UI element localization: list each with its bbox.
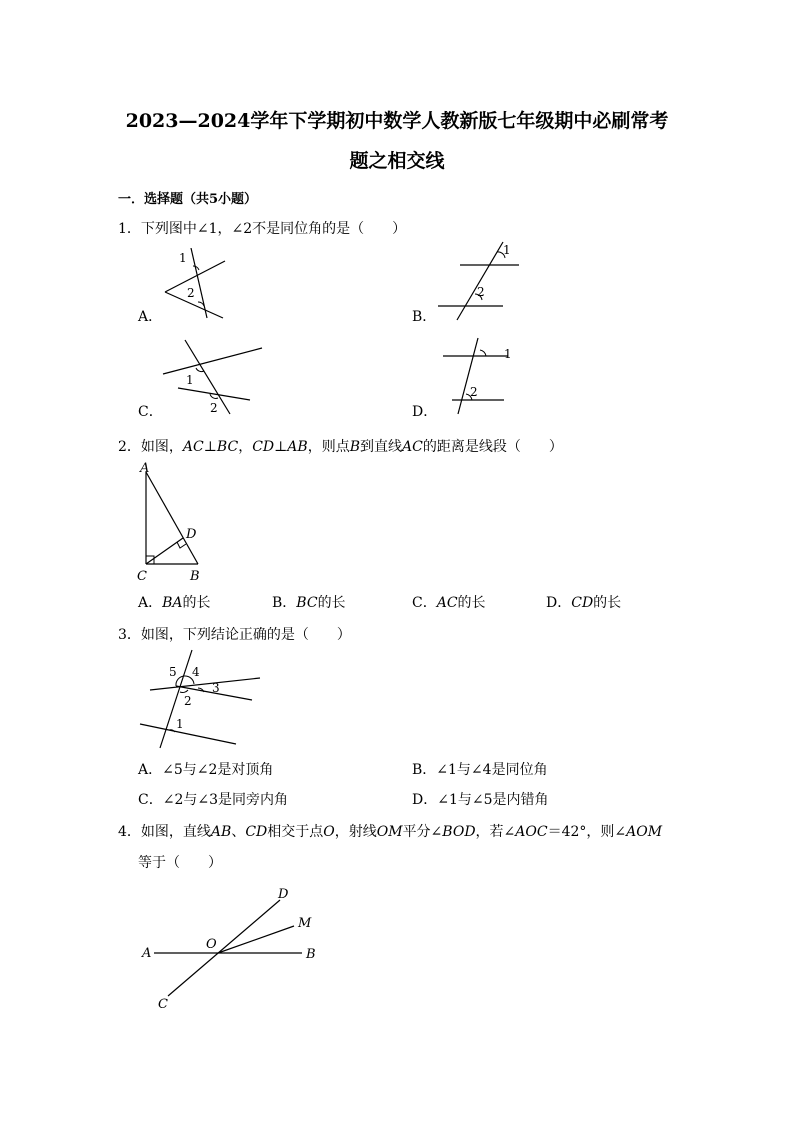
q2-option-c-pre: C． xyxy=(412,595,437,611)
q2-option-d-post: 的长 xyxy=(593,595,622,611)
q2-option-a-pre: A． xyxy=(138,595,163,611)
q2-option-c-post: 的长 xyxy=(457,595,486,611)
q4-label-m: M xyxy=(298,916,312,931)
q3-figure xyxy=(136,648,268,752)
q4-mid5: ＝42°，则∠ xyxy=(547,824,627,840)
q2-option-a-post: 的长 xyxy=(182,595,211,611)
q1-figure-c xyxy=(160,338,268,418)
q2-figure xyxy=(134,458,214,586)
page-title-line2: 题之相交线 xyxy=(349,150,445,172)
q4-label-d: D xyxy=(278,887,289,902)
q3-label-1: 1 xyxy=(176,717,184,731)
q2-stem-cd: CD xyxy=(252,439,275,455)
q1-option-c[interactable]: C． xyxy=(138,404,163,420)
q1d-label-2: 2 xyxy=(470,385,478,399)
q2-option-d-seg: CD xyxy=(571,595,594,611)
q3-label-2: 2 xyxy=(184,694,192,708)
q1c-label-1: 1 xyxy=(186,373,194,387)
q1a-label-1: 1 xyxy=(179,251,187,265)
q4-mid: 相交于点 xyxy=(267,824,324,840)
q4-o: O xyxy=(323,824,335,840)
q2-label-b: B xyxy=(190,569,200,584)
q1-stem: 1．下列图中∠1，∠2不是同位角的是（ ） xyxy=(118,221,407,237)
q4-om: OM xyxy=(376,824,403,840)
q2-option-b-post: 的长 xyxy=(317,595,346,611)
q4-figure xyxy=(136,884,326,1016)
q1-figure-a xyxy=(155,248,235,320)
q2-stem-post: 的距离是线段（ ） xyxy=(422,439,563,455)
q4-mid3: 平分∠ xyxy=(402,824,443,840)
q4-bod: BOD xyxy=(442,824,476,840)
q1b-label-1: 1 xyxy=(503,243,511,257)
q2-stem-mid: ，则点 xyxy=(307,439,350,455)
q3-stem: 3．如图，下列结论正确的是（ ） xyxy=(118,627,351,643)
q2-option-a[interactable] xyxy=(138,592,211,612)
q4-aoc: AOC xyxy=(515,824,548,840)
q1d-label-1: 1 xyxy=(504,347,512,361)
q2-stem-b: B xyxy=(349,439,360,455)
q3-option-a[interactable]: A．∠5与∠2是对顶角 xyxy=(138,762,274,778)
q1-option-d[interactable]: D． xyxy=(412,404,438,420)
q2-stem-pre: 2．如图， xyxy=(118,439,183,455)
q2-stem-ac: AC xyxy=(182,439,204,455)
q4-label-c: C xyxy=(158,997,168,1012)
q1-figure-d xyxy=(440,336,520,416)
q2-label-c: C xyxy=(137,569,147,584)
q1c-label-2: 2 xyxy=(210,401,218,415)
q2-option-d[interactable] xyxy=(546,592,621,612)
q4-aom: AOM xyxy=(626,824,663,840)
q2-stem-bc: BC xyxy=(216,439,239,455)
q4-label-a: A xyxy=(142,946,152,961)
q1b-label-2: 2 xyxy=(477,285,485,299)
q2-option-b[interactable] xyxy=(272,592,346,612)
q4-sep: 、 xyxy=(231,824,246,840)
q2-stem-ab: AB xyxy=(287,439,308,455)
q4-ab: AB xyxy=(210,824,232,840)
q3-label-5: 5 xyxy=(169,665,177,679)
q4-pre: 4．如图，直线 xyxy=(118,824,211,840)
q4-mid2: ，射线 xyxy=(334,824,377,840)
q3-label-3: 3 xyxy=(212,681,220,695)
q3-option-d[interactable]: D．∠1与∠5是内错角 xyxy=(412,792,549,808)
q1-figure-b xyxy=(435,240,525,322)
q4-stem-line1 xyxy=(118,821,662,841)
q2-stem-perp2: ⊥ xyxy=(274,439,288,455)
q4-mid4: ，若∠ xyxy=(475,824,516,840)
q2-option-b-pre: B． xyxy=(272,595,297,611)
q2-label-d: D xyxy=(186,527,197,542)
q2-stem-perp1: ⊥ xyxy=(203,439,217,455)
q2-option-b-seg: BC xyxy=(296,595,318,611)
q2-stem-ac2: AC xyxy=(402,439,423,455)
q4-label-b: B xyxy=(306,947,316,962)
q1-option-b[interactable]: B． xyxy=(412,309,437,325)
q2-stem xyxy=(118,436,563,456)
q2-option-d-pre: D． xyxy=(546,595,572,611)
q1a-label-2: 2 xyxy=(187,286,195,300)
section-heading: 一．选择题（共5小题） xyxy=(118,192,258,207)
q3-option-c[interactable]: C．∠2与∠3是同旁内角 xyxy=(138,792,288,808)
q2-option-c-seg: AC xyxy=(436,595,458,611)
q2-option-c[interactable] xyxy=(412,592,486,612)
q2-label-a: A xyxy=(140,461,150,476)
q3-label-4: 4 xyxy=(192,665,200,679)
q4-cd: CD xyxy=(245,824,268,840)
q3-option-b[interactable]: B．∠1与∠4是同位角 xyxy=(412,762,548,778)
q2-stem-comma: ， xyxy=(238,439,253,455)
q4-stem-line2: 等于（ ） xyxy=(138,855,222,871)
q2-option-a-seg: BA xyxy=(162,595,183,611)
q4-label-o: O xyxy=(206,937,217,952)
q1-option-a[interactable]: A． xyxy=(138,309,163,325)
page-title-line1: 2023—2024学年下学期初中数学人教新版七年级期中必刷常考 xyxy=(125,110,669,132)
q2-stem-mid2: 到直线 xyxy=(360,439,402,455)
